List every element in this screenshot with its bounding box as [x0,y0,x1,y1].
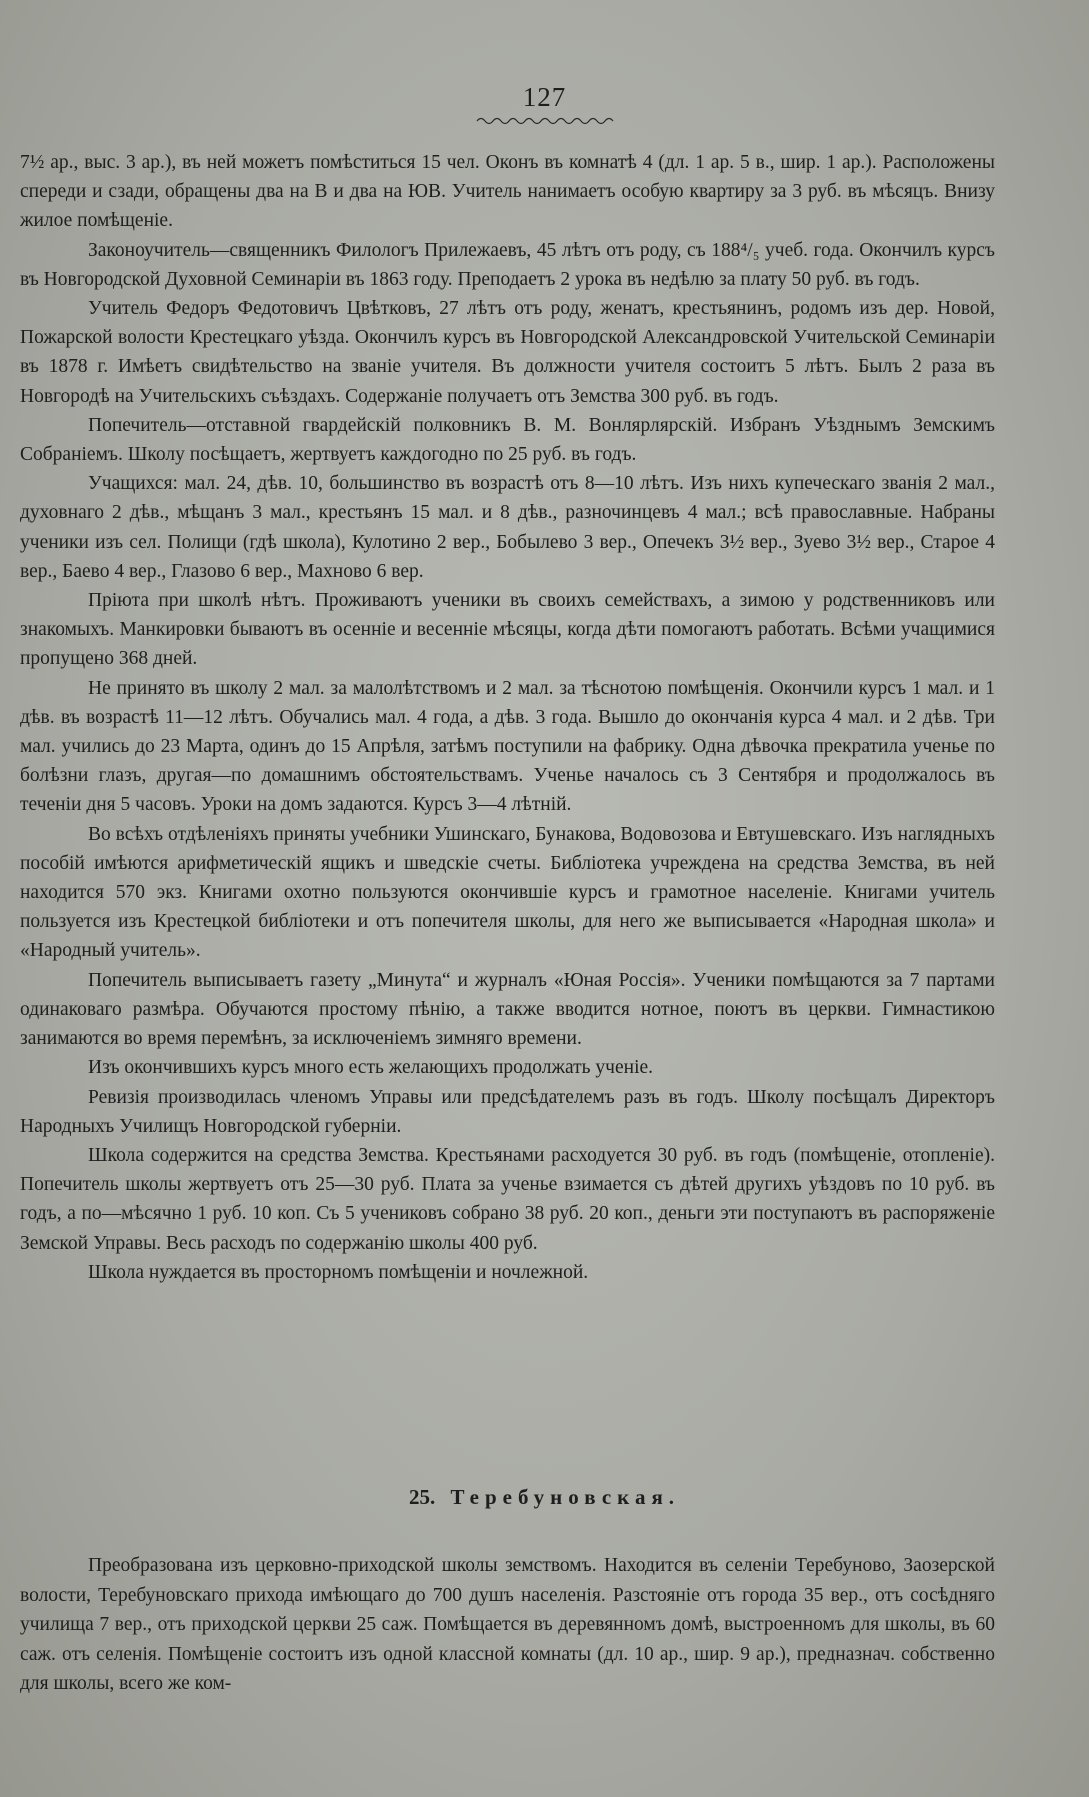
body-text [20,148,995,1287]
paragraph: Изъ окончившихъ курсъ много есть желающихъ продолжать ученіе. [88,1057,654,1079]
paragraph: Учитель Федоръ Федотовичъ Цвѣтковъ, 27 лѣтъ отъ роду, женатъ, крестьянинъ, родомъ изъ дер. Новой, Пожарской волости Крестецкаго уѣзда. Окончилъ курсъ въ Новгородской Александровской Учительской Семинаріи въ 1878 г. Имѣетъ свидѣтельство на званіе учителя. Въ должности учителя состоитъ 5 лѣтъ. Былъ 2 раза въ Новгородѣ на Учительскихъ съѣздахъ. Содержаніе получаетъ отъ Земства 300 руб. въ годъ. [20,298,995,407]
paragraph: Школа содержится на средства Земства. Крестьянами расходуется 30 руб. въ годъ (помѣщеніе, отопленіе). Попечитель школы жертвуетъ отъ 25—30 руб. Плата за ученье взимается съ дѣтей другихъ уѣздовъ по 10 руб. въ годъ, а по—мѣсячно 1 руб. 10 коп. Съ 5 учениковъ собрано 38 руб. 20 коп., деньги эти поступаютъ въ распоряженіе Земской Управы. Весь расходъ по содержанію школы 400 руб. [20,1144,995,1254]
paragraph: Школа нуждается въ просторномъ помѣщеніи и ночлежной. [88,1261,589,1283]
paragraph: Не принято въ школу 2 мал. за малолѣтствомъ и 2 мал. за тѣснотою помѣщенія. Окончили курсъ 1 мал. и 1 дѣв. въ возрастѣ 11—12 лѣтъ. Обучались мал. 4 года, а дѣв. 3 года. Вышло до окончанія курса 4 мал. и 2 дѣв. Три мал. учились до 23 Марта, одинъ до 15 Апрѣля, затѣмъ поступили на фабрику. Одна дѣвочка прекратила ученье по болѣзни глазъ, другая—по домашнимъ обстоятельствамъ. Ученье началось съ 3 Сентября и продолжалось въ теченіи дня 5 часовъ. Уроки на домъ задаются. Курсъ 3—4 лѣтній. [20,677,995,816]
section-number: 25. [408,1485,436,1509]
paragraph: Учащихся: мал. 24, дѣв. 10, большинство въ возрастѣ отъ 8—10 лѣтъ. Изъ нихъ купеческаго званія 2 мал., духовнаго 2 дѣв., мѣщанъ 3 мал., крестьянъ 15 мал. и 8 дѣв., разночинцевъ 4 мал.; всѣ православные. Набраны ученики изъ сел. Полищи (гдѣ школа), Кулотино 2 вер., Бобылево 3 вер., Опечекъ 3½ вер., Зуево 3½ вер., Старое 4 вер., Баево 4 вер., Глазово 6 вер., Махново 6 вер. [20,473,995,582]
paragraph: Попечитель выписываетъ газету „Минута“ и журналъ «Юная Россія». Ученики помѣщаются за 7 партами одинаковаго размѣра. Обучаются простому пѣнію, а также вводится нотное, поютъ въ церкви. Гимнастикою занимаются во время перемѣнъ, за исключеніемъ зимняго времени. [20,969,995,1050]
ornament-divider [475,115,615,125]
page-header [0,82,1089,125]
paragraph: Ревизія производилась членомъ Управы или предсѣдателемъ разъ въ годъ. Школу посѣщалъ Директоръ Народныхъ Училищъ Новгородской губерніи. [20,1086,995,1137]
paragraph: Пріюта при школѣ нѣтъ. Проживаютъ ученики въ своихъ семействахъ, а зимою у родственниковъ или знакомыхъ. Манкировки бываютъ въ осенніе и весенніе мѣсяцы, когда дѣти помогаютъ работать. Всѣми учащимися пропущено 368 дней. [20,590,995,670]
paragraph: Во всѣхъ отдѣленіяхъ приняты учебники Ушинскаго, Бунакова, Водовозова и Евтушевскаго. Изъ наглядныхъ пособій имѣются арифметическій ящикъ и шведскіе счеты. Библіотека учреждена на средства Земства, въ ней находится 570 экз. Книгами охотно пользуются окончившіе курсъ и грамотное населеніе. Книгами учитель пользуется изъ Крестецкой библіотеки и отъ попечителя школы, для него же выписывается «Народная школа» и «Народный учитель». [20,823,995,962]
section-body-text [20,1551,995,1699]
paragraph: Законоучитель—священникъ Филологъ Прилежаевъ, 45 лѣтъ отъ роду, съ 188⁴/₅ учеб. года. Окончилъ курсъ въ Новгородской Духовной Семинаріи въ 1863 году. Преподаетъ 2 урока въ недѣлю за плату 50 руб. въ годъ. [20,239,995,290]
page-number: 127 [522,82,567,112]
paragraph: 7½ ар., выс. 3 ар.), въ ней можетъ помѣститься 15 чел. Оконъ въ комнатѣ 4 (дл. 1 ар. 5 в., шир. 1 ар.). Расположены спереди и сзади, обращены два на В и два на ЮВ. Учитель нанимаетъ особую квартиру за 3 руб. въ мѣсяцъ. Внизу жилое помѣщеніе. [20,152,995,232]
section-paragraph: Преобразована изъ церковно-приходской школы земствомъ. Находится въ селеніи Теребуново, Заозерской волости, Теребуновскаго прихода имѣющаго до 700 душъ населенія. Разстояніе отъ города 35 вер., отъ сосѣдняго училища 7 вер., отъ приходской церкви 25 саж. Помѣщается въ деревянномъ домѣ, выстроенномъ для школы, въ 60 саж. отъ селенія. Помѣщеніе состоитъ изъ одной классной комнаты (дл. 10 ар., шир. 9 ар.), предназнач. собственно для школы, всего же ком- [20,1555,995,1695]
section-heading [0,1485,1089,1510]
paragraph: Попечитель—отставной гвардейскій полковникъ В. М. Вонлярлярскій. Избранъ Уѣзднымъ Земскимъ Собраніемъ. Школу посѣщаетъ, жертвуетъ каждогодно по 25 руб. въ годъ. [20,414,995,466]
section-name: Теребуновская. [450,1485,681,1509]
